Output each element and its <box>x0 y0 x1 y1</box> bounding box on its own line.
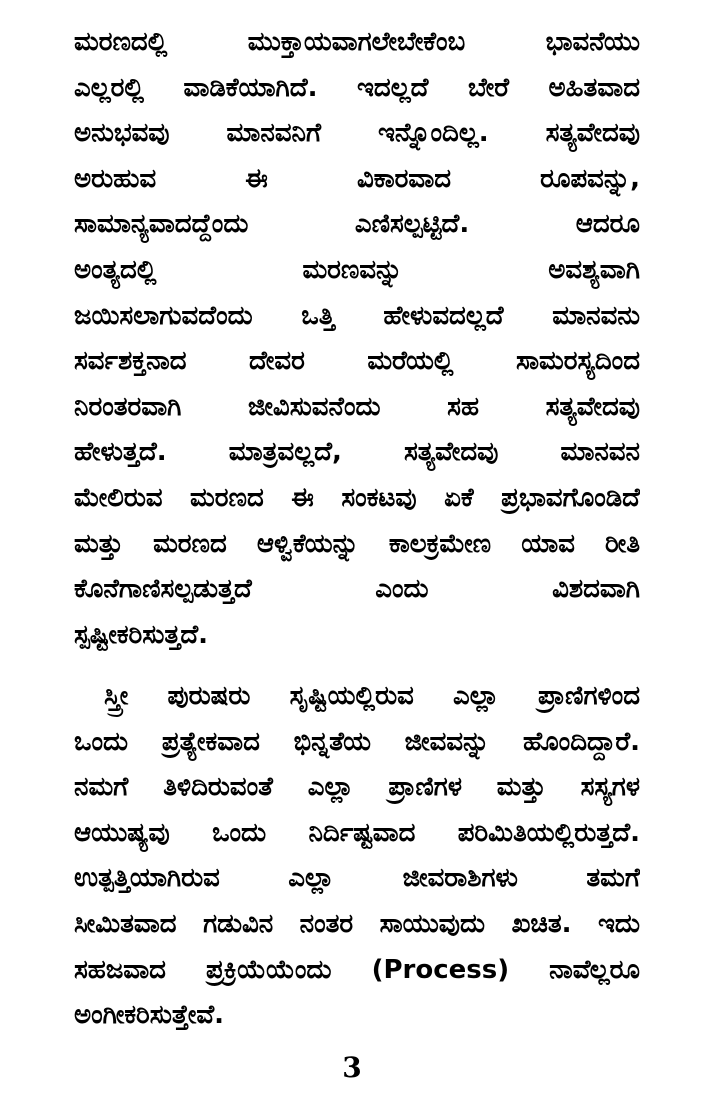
text-line: ಅನುಭವವು ಮಾನವನಿಗೆ ಇನ್ನೊಂದಿಲ್ಲ. ಸತ್ಯವೇದವು <box>74 118 640 149</box>
text-line: ನಿರಂತರವಾಗಿ ಜೀವಿಸುವನೆಂದು ಸಹ ಸತ್ಯವೇದವು <box>74 391 640 422</box>
text-line: ಸಹಜವಾದ ಪ್ರಕ್ರಿಯೆಯೆಂದು (Process) ನಾವೆಲ್ಲರೂ <box>74 954 640 985</box>
text-line: ಉತ್ಪತ್ತಿಯಾಗಿರುವ ಎಲ್ಲಾ ಜೀವರಾಶಿಗಳು ತಮಗೆ <box>74 863 640 894</box>
text-line: ಅಂಗೀಕರಿಸುತ್ತೇವೆ. <box>74 1000 224 1031</box>
text-line: ಸ್ತ್ರೀ ಪುರುಷರು ಸೃಷ್ಟಿಯಲ್ಲಿರುವ ಎಲ್ಲಾ ಪ್ರಾಣಿಗಳಿಂದ <box>104 681 640 711</box>
text-line: ಮತ್ತು ಮರಣದ ಆಳ್ವಿಕೆಯನ್ನು ಕಾಲಕ್ರಮೇಣ ಯಾವ ರೀತಿ <box>74 528 640 559</box>
text-line: ಅಂತ್ಯದಲ್ಲಿ ಮರಣವನ್ನು ಅವಶ್ಯವಾಗಿ <box>74 254 640 285</box>
text-line: ಸಾಮಾನ್ಯವಾದದ್ದೆಂದು ಎಣಿಸಲ್ಪಟ್ಟಿದೆ. ಆದರೂ <box>74 209 640 240</box>
text-line: ಕೊನೆಗಾಣಿಸಲ್ಪಡುತ್ತದೆ ಎಂದು ವಿಶದವಾಗಿ <box>74 574 640 605</box>
text-line: ಮೇಲಿರುವ ಮರಣದ ಈ ಸಂಕಟವು ಏಕೆ ಪ್ರಭಾವಗೊಂಡಿದೆ <box>74 482 640 513</box>
text-line: ಎಲ್ಲರಲ್ಲಿ ವಾಡಿಕೆಯಾಗಿದೆ. ಇದಲ್ಲದೆ ಬೇರೆ ಅಹಿತವಾದ <box>74 72 640 103</box>
paragraph-2 <box>74 674 640 1039</box>
text-line: ಸೀಮಿತವಾದ ಗಡುವಿನ ನಂತರ ಸಾಯುವುದು ಖಚಿತ. ಇದು <box>74 908 640 939</box>
text-line: ಜಯಿಸಲಾಗುವದೆಂದು ಒತ್ತಿ ಹೇಳುವದಲ್ಲದೆ ಮಾನವನು <box>74 300 640 331</box>
page-number: 3 <box>342 1051 362 1084</box>
text-line: ಒಂದು ಪ್ರತ್ಯೇಕವಾದ ಭಿನ್ನತೆಯ ಜೀವವನ್ನು ಹೊಂದಿದ್ದಾರೆ. <box>74 726 640 757</box>
text-line: ಸರ್ವಶಕ್ತನಾದ ದೇವರ ಮರೆಯಲ್ಲಿ ಸಾಮರಸ್ಯದಿಂದ <box>74 346 640 377</box>
text-line: ಅರುಹುವ ಈ ವಿಕಾರವಾದ ರೂಪವನ್ನು, <box>74 163 640 194</box>
text-line: ಸ್ಪಷ್ಟೀಕರಿಸುತ್ತದೆ. <box>74 619 209 650</box>
text-line: ಹೇಳುತ್ತದೆ. ಮಾತ್ರವಲ್ಲದೆ, ಸತ್ಯವೇದವು ಮಾನವನ <box>74 437 640 468</box>
paragraph-1 <box>74 20 640 658</box>
text-line: ಆಯುಷ್ಯವು ಒಂದು ನಿರ್ದಿಷ್ಟವಾದ ಪರಿಮಿತಿಯಲ್ಲಿರುತ್ತದೆ. <box>74 817 640 848</box>
text-line: ನಮಗೆ ತಿಳಿದಿರುವಂತೆ ಎಲ್ಲಾ ಪ್ರಾಣಿಗಳ ಮತ್ತು ಸಸ್ಯಗಳ <box>74 772 640 803</box>
text-line: ಮರಣದಲ್ಲಿ ಮುಕ್ತಾಯವಾಗಲೇಬೇಕೆಂಬ ಭಾವನೆಯು <box>74 27 640 57</box>
